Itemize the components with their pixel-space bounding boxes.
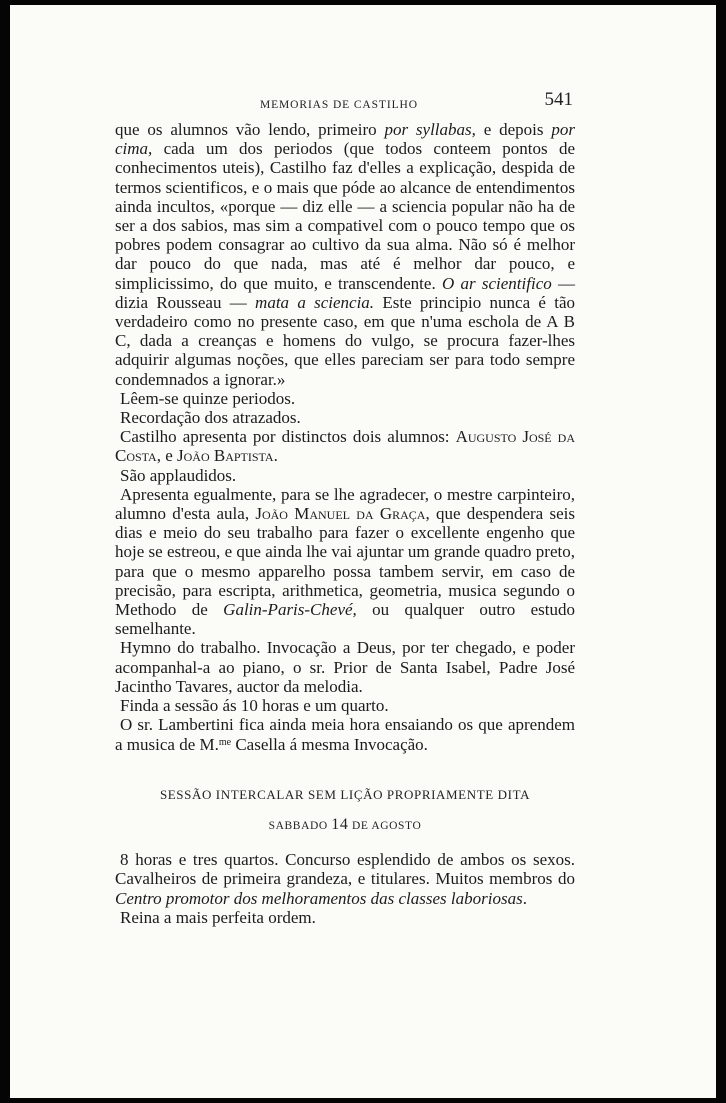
section-body (115, 850, 575, 927)
text-run: Este principio nunca é tão verdadeiro como no presente caso, em que n'uma eschola de A B C, dada a creanças e homens do vulgo, se procura fazer-lhes adquirir algumas noções, que elles pareciam ser para todo sempre condemnados a ignorar.» (115, 292, 576, 389)
paragraph (115, 638, 575, 696)
text-run: Reina a mais perfeita ordem. (120, 907, 316, 927)
text-run: e depois (475, 120, 552, 139)
italic-text: Centro promotor dos melhoramentos das classes laboriosas (115, 888, 523, 908)
paragraph-continued (115, 120, 575, 389)
italic-text: por cima, (115, 120, 575, 159)
text-run: que os alumnos vão lendo, primeiro (115, 120, 385, 139)
paragraph (115, 696, 575, 715)
date-weekday: SABBADO (268, 819, 332, 832)
text-run: . (522, 888, 527, 908)
person-name: Augusto José da Costa (115, 427, 575, 466)
paragraph (115, 908, 575, 927)
text-run: O sr. Lambertini fica ainda meia hora ensaiando os que aprendem a musica de M. (115, 715, 575, 754)
section-heading: SESSÃO INTERCALAR SEM LIÇÃO PROPRIAMENTE DITA (159, 786, 531, 802)
text-run: Hymno do trabalho. Invocação a Deus, por ter chegado, e poder acompanhal-a ao piano, o sr. Prior de Santa Isabel, Padre José Jacintho Tavares, auctor da melodia. (115, 638, 575, 696)
paragraph (115, 715, 575, 753)
text-run: Recordação dos atrazados. (120, 408, 301, 428)
page-number: 541 (544, 89, 573, 110)
paragraph (115, 408, 575, 427)
text-run: cada um dos periodos (que todos conteem pontos de conhecimentos uteis), Castilho faz d'elles a explicação, despida de termos scientificos, e o mais que póde ao alcance de entendimentos ainda incultos, «porque — diz elle — a sciencia popular não ha de ser a dos sabios, mas sim a compativel com o pouco tempo que os pobres podem consagrar ao cultivo da sua alma. Não só é melhor dar pouco do que nada, mas até é melhor dar pouco, e simplicissimo, do que muito, e transcendente. (115, 139, 575, 293)
date-month: DE AGOSTO (348, 819, 422, 832)
paragraph (115, 427, 575, 465)
text-run: Lêem-se quinze periodos. (120, 388, 296, 408)
text-run: . (273, 446, 278, 466)
paragraph (115, 850, 575, 908)
paragraph (115, 389, 575, 408)
italic-text: O ar scientifico (441, 273, 552, 293)
superscript: me (218, 736, 232, 748)
text-run: ou qualquer outro estudo semelhante. (115, 600, 575, 639)
body-text (115, 120, 575, 754)
italic-text: Galin-Paris-Chevé, (223, 600, 357, 620)
person-name: João Manuel da Graça (255, 504, 426, 524)
italic-text: por syllabas, (384, 120, 476, 139)
paragraph (115, 485, 575, 639)
text-run: Finda a sessão ás 10 horas e um quarto. (120, 696, 389, 716)
italic-text: mata a sciencia. (255, 292, 375, 312)
paragraph (115, 466, 575, 485)
text-run: , e (156, 446, 178, 466)
text-run: Castilho apresenta por distinctos dois alumnos: (120, 427, 456, 447)
date-day: 14 (331, 815, 349, 833)
running-head (115, 90, 575, 120)
person-name: João Baptista (177, 446, 274, 466)
text-run: Apresenta egualmente, para se lhe agradecer, o mestre carpinteiro, alumno d'esta aula, (115, 484, 575, 524)
text-run: São applaudidos. (120, 465, 237, 485)
text-run: — dizia Rousseau — (115, 273, 576, 312)
running-title: MEMORIAS DE CASTILHO (260, 99, 418, 111)
section-date (115, 815, 575, 836)
text-run: , que despendera seis dias e meio do seu trabalho para fazer o excellente engenho que hoje se estreou, e que ainda lhe vai ajuntar um grande quadro preto, para que o mesmo apparelho possa tambem servir, em caso de precisão, para escripta, arithmetica, geometria, musica segundo o Methodo de (115, 504, 575, 620)
text-run: 8 horas e tres quartos. Concurso esplendido de ambos os sexos. Cavalheiros de primeira grandeza, e titulares. Muitos membros do (115, 850, 575, 889)
text-run: Casella á mesma Invocação. (231, 734, 428, 754)
book-page (115, 90, 575, 927)
